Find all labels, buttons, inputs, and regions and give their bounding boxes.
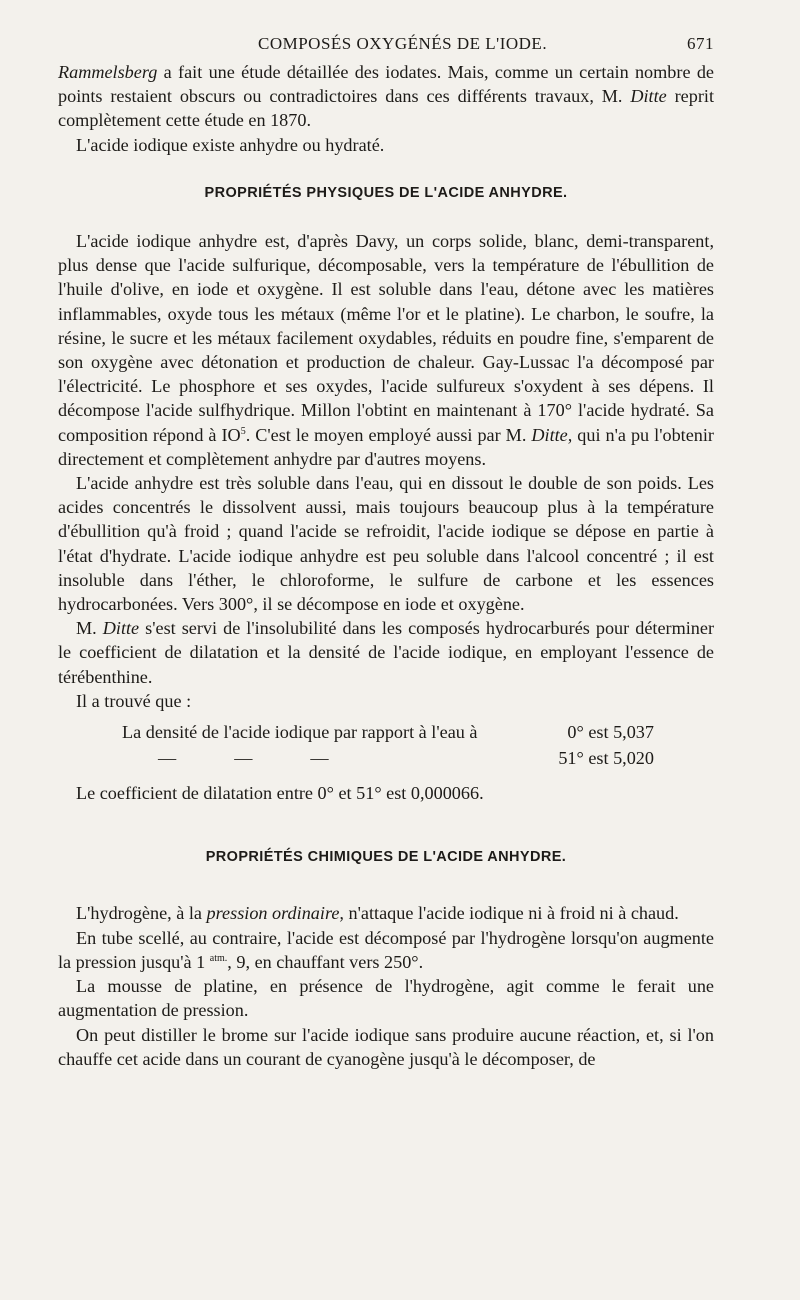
emphasis-text: pression ordinaire, [206, 903, 344, 924]
physical-paragraph-2: L'acide anhydre est très soluble dans l'eau, qui en dissout le double de son poids. Les acides concentrés le dissolvent aussi, mais toujours beaucoup plus à la température d'ébullition qu'à froid ; quand l'acide se refroidit, l'acide iodique se dépose en partie à l'état d'hydrate. L'acide iodique anhydre est peu soluble dans l'alcool concentré ; il est insoluble dans l'éther, le chloroforme, le sulfure de carbone et les essences hydrocarbonées. Vers 300°, il se décompose en iode et oxygène. [58, 473, 714, 615]
paragraph-text: n'attaque l'acide iodique ni à froid ni à chaud. [343, 903, 679, 924]
author-name: Ditte [630, 86, 667, 107]
paragraph-text: L'acide iodique anhydre est, d'après Davy, un corps solide, blanc, demi-transparent, plus dense que l'acide sulfurique, décomposable, vers la température de l'ébullition de l'huile d'olive, en iode et oxygène. Il est soluble dans l'eau, détone avec les matières inflammables, oxyde tous les métaux (même l'or et le platine). Le charbon, le soufre, la résine, le sucre et les métaux facilement oxydables, réduits en poudre fine, s'emparent de son oxygène avec détonation et production de chaleur. Gay-Lussac l'a décomposé par l'électricité. Le phosphore et ses oxydes, l'acide sulfureux s'oxydent à ses dépens. Il décompose l'acide sulfhydrique. Millon l'obtint en maintenant à 170° l'acide hydraté. Sa composition répond à IO [58, 231, 714, 445]
dilatation-paragraph: Le coefficient de dilatation entre 0° et 51° est 0,000066. [76, 783, 484, 804]
running-header [258, 34, 714, 60]
density-value-1: 0° est 5,037 [567, 722, 654, 743]
page-number: 671 [687, 34, 714, 53]
intro-paragraph-2: L'acide iodique existe anhydre ou hydraté. [76, 134, 385, 155]
ditto-dash: — [310, 748, 329, 769]
body-text [58, 60, 714, 1071]
paragraph-text: M. [76, 618, 103, 639]
chemical-paragraph-1 [58, 901, 714, 925]
author-name: Rammelsberg [58, 62, 158, 82]
ditto-dash: — [158, 748, 177, 769]
paragraph-text: , 9, en chauffant vers 250°. [227, 951, 424, 972]
superscript: 5 [240, 425, 246, 437]
paragraph-text: En tube scellé, au contraire, l'acide est décomposé par l'hydrogène lorsqu'on augmente la pression jusqu'à 1 [58, 927, 714, 972]
paragraph-text: s'est servi de l'insolubilité dans les composés hydrocarburés pour déterminer le coefficient de dilatation et la densité de l'acide iodique, en employant l'essence de térébenthine. [58, 618, 714, 687]
density-row-2 [58, 745, 714, 771]
physical-paragraph-3 [58, 616, 714, 689]
chemical-paragraph-4: On peut distiller le brome sur l'acide iodique sans produire aucune réaction, et, si l'on chauffe cet acide dans un courant de cyanogène jusqu'à le décomposer, de [58, 1024, 714, 1069]
section-heading-physical: PROPRIÉTÉS PHYSIQUES DE L'ACIDE ANHYDRE. [204, 184, 568, 201]
intro-text-end: reprit complètement cette étude en 1870. [58, 86, 714, 131]
author-name: Ditte [102, 618, 140, 639]
paragraph-text: L'hydrogène, à la [76, 903, 207, 924]
superscript: atm. [209, 952, 228, 964]
chemical-paragraph-3: La mousse de platine, en présence de l'hydrogène, agit comme le ferait une augmentation de pression. [58, 976, 714, 1021]
density-label: La densité de l'acide iodique par rapport à l'eau à [122, 722, 478, 743]
chemical-paragraph-2 [58, 926, 714, 974]
density-value-2: 51° est 5,020 [558, 748, 654, 769]
ditto-marks [58, 745, 528, 771]
running-title: COMPOSÉS OXYGÉNÉS DE L'IODE. [258, 34, 548, 53]
physical-paragraph-1 [58, 229, 714, 471]
density-row-1 [58, 719, 714, 745]
section-heading-chemical: PROPRIÉTÉS CHIMIQUES DE L'ACIDE ANHYDRE. [205, 849, 567, 866]
ditto-dash: — [234, 748, 253, 769]
author-name: Ditte, [531, 424, 573, 445]
paragraph-text: . C'est le moyen employé aussi par M. [245, 424, 532, 445]
physical-paragraph-4: Il a trouvé que : [76, 690, 192, 711]
paragraph-text: qui n'a pu l'obtenir directement et complètement anhydre par d'autres moyens. [58, 424, 714, 469]
intro-paragraph-1 [58, 60, 714, 133]
intro-text: a fait une étude détaillée des iodates. Mais, comme un certain nombre de points restaient obscurs ou contradictoires dans ces différents travaux, M. [58, 62, 714, 107]
